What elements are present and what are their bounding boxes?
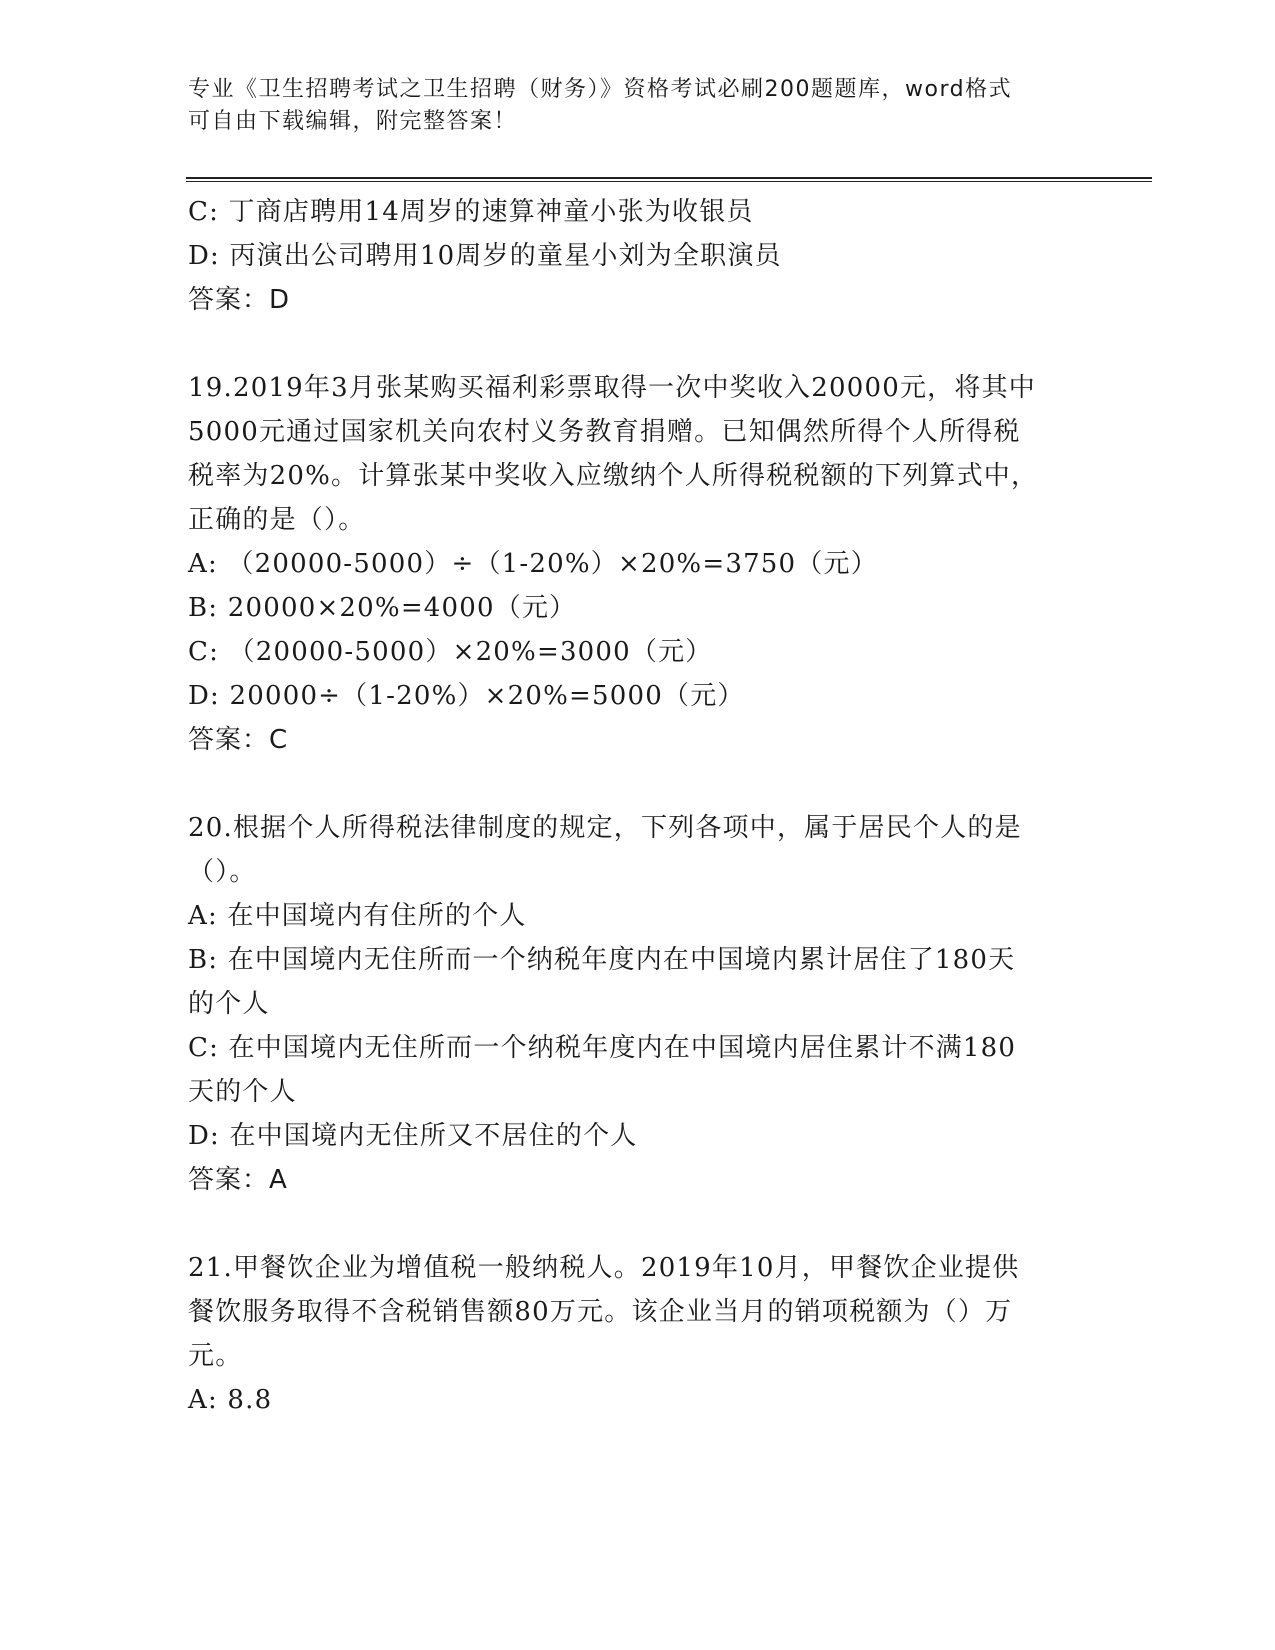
question-stem-line: 餐饮服务取得不含税销售额80万元。该企业当月的销项税额为（）万 <box>188 1297 1013 1327</box>
question-18-tail <box>188 190 1078 322</box>
question-stem-line: 元。 <box>188 1341 243 1371</box>
question-stem-line: 20.根据个人所得税法律制度的规定，下列各项中，属于居民个人的是 <box>188 813 1022 843</box>
option-c: C: 在中国境内无住所而一个纳税年度内在中国境内居住累计不满180 <box>188 1033 1017 1063</box>
spacer <box>188 762 1078 806</box>
option-b: B: 在中国境内无住所而一个纳税年度内在中国境内累计居住了180天 <box>188 945 1016 975</box>
question-stem-line: 19.2019年3月张某购买福利彩票取得一次中奖收入20000元，将其中 <box>188 373 1036 403</box>
option-b-continued: 的个人 <box>188 989 270 1019</box>
answer-label: 答案：A <box>188 1165 288 1195</box>
header-line-1: 专业《卫生招聘考试之卫生招聘（财务）》资格考试必刷200题题库，word格式 <box>188 77 1013 102</box>
answer-label: 答案：D <box>188 285 291 315</box>
spacer <box>188 1202 1078 1246</box>
option-a: A: 8.8 <box>188 1385 273 1415</box>
option-d: D: 丙演出公司聘用10周岁的童星小刘为全职演员 <box>188 241 782 271</box>
question-stem-line: 正确的是（）。 <box>188 505 366 535</box>
question-stem-line: 税率为20%。计算张某中奖收入应缴纳个人所得税税额的下列算式中， <box>188 461 1039 491</box>
option-c: C: 丁商店聘用14周岁的速算神童小张为收银员 <box>188 197 754 227</box>
option-c-continued: 天的个人 <box>188 1077 297 1107</box>
option-d: D: 在中国境内无住所又不居住的个人 <box>188 1121 638 1151</box>
spacer <box>188 322 1078 366</box>
document-header <box>188 74 1068 138</box>
question-stem-line: 5000元通过国家机关向农村义务教育捐赠。已知偶然所得个人所得税 <box>188 417 1021 447</box>
option-a: A: （20000-5000）÷（1-20%）×20%=3750（元） <box>188 549 878 579</box>
option-b: B: 20000×20%=4000（元） <box>188 593 577 623</box>
option-a: A: 在中国境内有住所的个人 <box>188 901 527 931</box>
header-line-2: 可自由下载编辑，附完整答案！ <box>188 109 518 134</box>
question-20 <box>188 806 1078 1202</box>
question-19 <box>188 366 1078 762</box>
question-21 <box>188 1246 1078 1422</box>
question-stem-line: （）。 <box>188 857 257 887</box>
option-d: D: 20000÷（1-20%）×20%=5000（元） <box>188 681 745 711</box>
question-stem-line: 21.甲餐饮企业为增值税一般纳税人。2019年10月，甲餐饮企业提供 <box>188 1253 1020 1283</box>
document-body <box>188 190 1078 1422</box>
answer-label: 答案：C <box>188 725 289 755</box>
header-divider <box>186 177 1152 182</box>
option-c: C: （20000-5000）×20%=3000（元） <box>188 637 713 667</box>
